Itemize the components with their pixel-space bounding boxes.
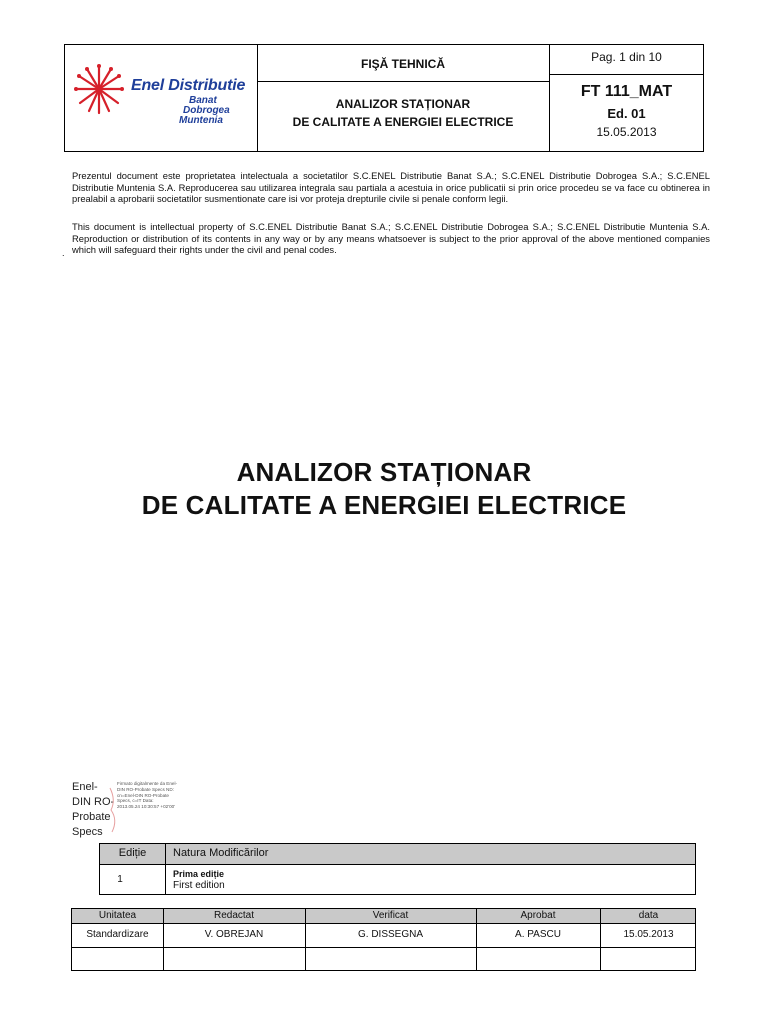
header-divider <box>549 74 704 75</box>
header-title-line2: DE CALITATE A ENERGIEI ELECTRICE <box>292 115 514 129</box>
signature-line: Enel- <box>72 781 98 793</box>
logo-company-name: Enel Distributie <box>131 77 246 94</box>
editions-col-changes: Natura Modificărilor <box>173 847 269 859</box>
edition-change-en: First edition <box>173 880 225 891</box>
page-number: Pag. 1 din 10 <box>591 50 662 64</box>
signature-line: Specs <box>72 826 103 838</box>
digital-signature-details: Firmato digitalmente da Enel-DIN RO-Probate Specs ND: cn=Enel-DIN RO-Probate Specs, c=IT Data: 2013.05.24 10:30:57 +02'00' <box>117 781 178 810</box>
doc-date: 15.05.2013 <box>596 125 657 139</box>
signature-line: DIN RO- <box>72 796 115 808</box>
approvals-date: 15.05.2013 <box>623 929 674 940</box>
copyright-notice-en: This document is intellectual property of S.C.ENEL Distributie Banat S.A.; S.C.ENEL Distributie Dobrogea S.A.; S.C.ENEL Distributie Muntenia S.A. Reproduction or distribution of its contents in any way or by any means whatsoever is subject to the prior approval of the above mentioned companies which will safeguard their rights under the civil and penal codes. <box>72 221 710 256</box>
editions-table <box>99 843 696 895</box>
table-divider <box>72 947 695 948</box>
approvals-unit: Standardizare <box>86 929 149 940</box>
enel-logo <box>71 61 255 131</box>
approvals-col-date: data <box>638 910 659 921</box>
enel-flower-icon <box>73 63 125 115</box>
main-title-line2: DE CALITATE A ENERGIEI ELECTRICE <box>141 490 627 520</box>
copyright-notice-ro: Prezentul document este proprietatea intelectuala a societatilor S.C.ENEL Distributie Banat S.A.; S.C.ENEL Distributie Dobrogea S.A.; S.C.ENEL Distributie Muntenia S.A. Reproducerea sau utilizarea integrala sau partiala a acestuia in orice publicatii si prin orice procedeu se va face cu obtinerea in prealabil a aprobarii societatilor susmentionate care isi vor proteja drepturile civile si penale conform legii. <box>72 170 710 205</box>
main-title-line1: ANALIZOR STAȚIONAR <box>236 457 532 487</box>
logo-sub-dobrogea: Dobrogea <box>183 105 230 116</box>
approvals-drafted-by: V. OBREJAN <box>204 929 264 940</box>
approvals-col-drafted: Redactat <box>213 910 255 921</box>
editions-col-edition: Ediție <box>118 847 147 859</box>
approvals-table <box>71 908 696 971</box>
doc-type: FIŞĂ TEHNICĂ <box>361 57 445 71</box>
header-table <box>64 44 704 152</box>
approvals-col-approved: Aprobat <box>520 910 556 921</box>
logo-sub-banat: Banat <box>189 95 217 106</box>
doc-edition: Ed. 01 <box>607 106 646 121</box>
edition-change-ro: Prima ediție <box>173 869 225 879</box>
table-divider <box>165 844 166 894</box>
approvals-col-verified: Verificat <box>372 910 409 921</box>
header-divider <box>257 81 549 82</box>
logo-sub-muntenia: Muntenia <box>179 115 223 126</box>
approvals-approved-by: A. PASCU <box>515 929 561 940</box>
doc-code: FT 111_MAT <box>580 83 673 100</box>
signature-line: Probate <box>72 811 111 823</box>
edition-number: 1 <box>117 874 123 885</box>
stray-dot: . <box>62 248 65 258</box>
header-title-line1: ANALIZOR STAȚIONAR <box>335 97 471 111</box>
approvals-col-unit: Unitatea <box>98 910 137 921</box>
approvals-verified-by: G. DISSEGNA <box>357 929 423 940</box>
